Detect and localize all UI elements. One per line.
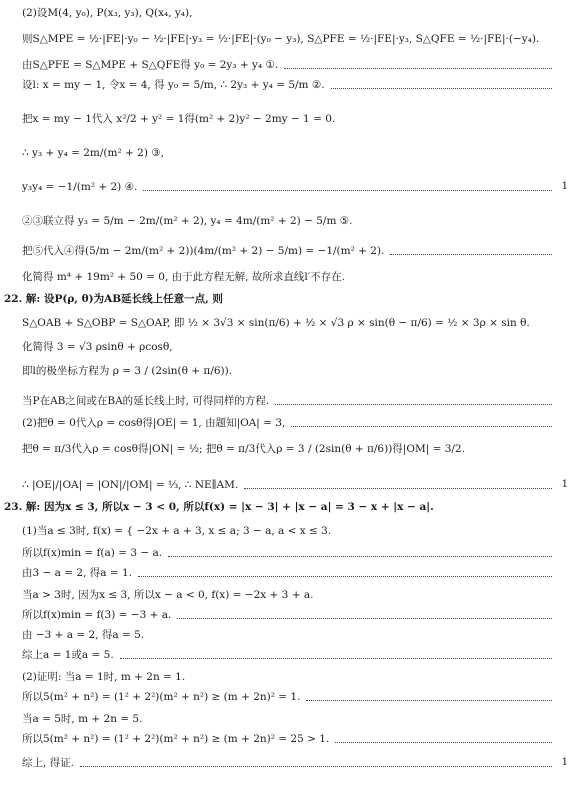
line-text: 把x = my − 1代入 x²/2 + y² = 1得(m² + 2)y² − 2my − 1 = 0.	[22, 113, 336, 125]
solution-line	[0, 6, 576, 20]
solution-line	[0, 524, 576, 538]
solution-line	[0, 588, 576, 602]
solution-line	[0, 648, 576, 662]
solution-line	[0, 32, 576, 46]
dot-leader	[306, 700, 552, 701]
solution-line	[0, 78, 576, 92]
solution-line	[0, 214, 576, 228]
solution-line	[0, 394, 576, 408]
line-text: 综上, 得证.	[22, 757, 75, 769]
solution-line	[0, 732, 576, 746]
line-text: y₃y₄ = −1/(m² + 2) ④.	[22, 181, 138, 193]
solution-line	[0, 690, 576, 704]
solution-line	[0, 340, 576, 354]
line-text: 22. 解: 设P(ρ, θ)为AB延长线上任意一点, 则	[4, 293, 223, 305]
line-text: 设l: x = my − 1, 令x = 4, 得 y₀ = 5/m, ∴ 2y₃ + y₄ = 5/m ②.	[22, 79, 325, 91]
dot-leader	[331, 88, 552, 89]
line-text: ∴ y₃ + y₄ = 2m/(m² + 2) ③,	[22, 147, 165, 159]
dot-leader	[284, 68, 552, 69]
solution-line	[0, 416, 576, 430]
solution-line	[0, 442, 576, 456]
solution-line	[0, 712, 576, 726]
score-mark: 1	[561, 479, 568, 490]
dot-leader	[143, 190, 552, 191]
solution-line	[0, 112, 576, 126]
solution-line	[0, 244, 576, 258]
solution-line	[0, 628, 576, 642]
line-text: (2)证明: 当a = 1时, m + 2n = 1.	[22, 671, 186, 683]
dot-leader	[390, 254, 552, 255]
line-text: 化简得 3 = √3 ρsinθ + ρcosθ,	[22, 341, 173, 353]
line-text: 所以5(m² + n²) = (1² + 2²)(m² + n²) ≥ (m + 2n)² = 1.	[22, 691, 301, 703]
line-text: 由S△PFE = S△MPE + S△QFE得 y₀ = 2y₃ + y₄ ①.	[22, 59, 279, 71]
line-text: 即l的极坐标方程为 ρ = 3 / (2sin(θ + π/6)).	[22, 365, 233, 377]
line-text: 23. 解: 因为x ≤ 3, 所以x − 3 < 0, 所以f(x) = |x − 3| + |x − a| = 3 − x + |x − a|.	[4, 501, 434, 513]
solution-line	[0, 670, 576, 684]
line-text: 则S△MPE = ½·|FE|·y₀ − ½·|FE|·y₃ = ½·|FE|·(y₀ − y₃), S△PFE = ½·|FE|·y₃, S△QFE = ½·|FE|·(−y₄).	[22, 33, 540, 45]
line-text: (1)当a ≤ 3时, f(x) = { −2x + a + 3, x ≤ a; 3 − a, a < x ≤ 3.	[22, 525, 332, 537]
line-text: 把θ = π/3代入ρ = cosθ得|ON| = ½; 把θ = π/3代入ρ = 3 / (2sin(θ + π/6))得|OM| = 3/2.	[22, 443, 465, 455]
line-text: 把⑤代入④得(5/m − 2m/(m² + 2))(4m/(m² + 2) − 5/m) = −1/(m² + 2).	[22, 245, 385, 257]
line-text: 当P在AB之间或在BA的延长线上时, 可得同样的方程.	[22, 395, 270, 407]
dot-leader	[275, 404, 552, 405]
line-text: (2)把θ = 0代入ρ = cosθ得|OE| = 1, 由题知|OA| = 3,	[22, 417, 286, 429]
solution-line	[0, 180, 576, 194]
solution-line	[0, 546, 576, 560]
line-text: S△OAB + S△OBP = S△OAP, 即 ½ × 3√3 × sin(π/6) + ½ × √3 ρ × sin(θ − π/6) = ½ × 3ρ × sin θ.	[22, 317, 530, 329]
solution-line	[0, 58, 576, 72]
line-text: ∴ |OE|/|OA| = |ON|/|OM| = ⅓, ∴ NE∥AM.	[22, 479, 239, 491]
solution-line	[0, 608, 576, 622]
line-text: 由3 − a = 2, 得a = 1.	[22, 567, 132, 579]
dot-leader	[138, 576, 552, 577]
line-text: ②③联立得 y₃ = 5/m − 2m/(m² + 2), y₄ = 4m/(m² + 2) − 5/m ⑤.	[22, 215, 353, 227]
dot-leader	[244, 488, 552, 489]
score-mark: 1	[561, 757, 568, 768]
line-text: 所以f(x)min = f(3) = −3 + a.	[22, 609, 172, 621]
solution-line	[0, 270, 576, 284]
solution-line	[0, 756, 576, 770]
line-text: 综上a = 1或a = 5.	[22, 649, 114, 661]
solution-line	[0, 364, 576, 378]
solution-line	[0, 478, 576, 492]
dot-leader	[291, 426, 552, 427]
dot-leader	[177, 618, 552, 619]
dot-leader	[335, 742, 552, 743]
line-text: 当a > 3时, 因为x ≤ 3, 所以x − a < 0, f(x) = −2x + 3 + a.	[22, 589, 314, 601]
solution-line	[0, 566, 576, 580]
dot-leader	[168, 556, 552, 557]
line-text: (2)设M(4, y₀), P(x₃, y₃), Q(x₄, y₄),	[22, 7, 193, 19]
line-text: 所以f(x)min = f(a) = 3 − a.	[22, 547, 163, 559]
line-text: 由 −3 + a = 2, 得a = 5.	[22, 629, 145, 641]
solution-line	[0, 146, 576, 160]
dot-leader	[120, 658, 552, 659]
dot-leader	[80, 766, 552, 767]
line-text: 所以5(m² + n²) = (1² + 2²)(m² + n²) ≥ (m + 2n)² = 25 > 1.	[22, 733, 330, 745]
score-mark: 1	[561, 181, 568, 192]
solution-line	[0, 500, 558, 514]
line-text: 化简得 m⁴ + 19m² + 50 = 0, 由于此方程无解, 故所求直线l′不存在.	[22, 271, 345, 283]
line-text: 当a = 5时, m + 2n = 5.	[22, 713, 143, 725]
solution-line	[0, 292, 558, 306]
solution-line	[0, 316, 576, 330]
